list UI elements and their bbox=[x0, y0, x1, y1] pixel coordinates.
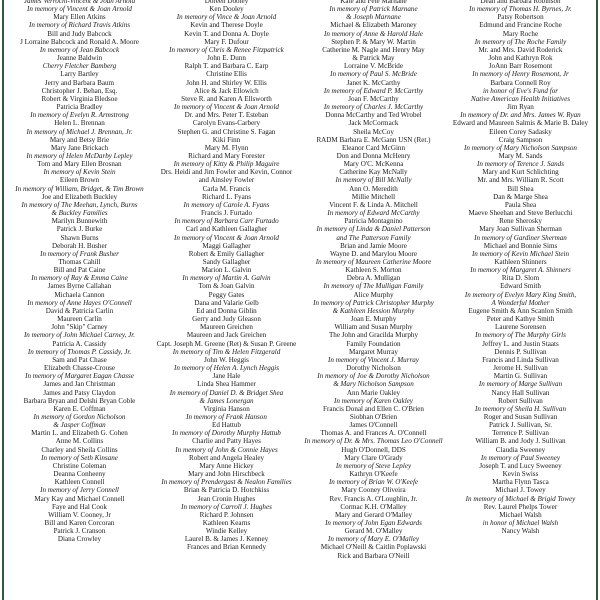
memorial-note: In memory of Prendergast & Nealon Families bbox=[161, 478, 292, 487]
donor-name: Ed Hattub bbox=[212, 421, 241, 430]
donor-name: Don and Donna McHenry bbox=[336, 151, 411, 160]
memorial-note: James Verrochi-Vincent & Joan Arnold bbox=[23, 0, 136, 5]
donor-name: Martin L. and Elizabeth G. Cohen bbox=[31, 429, 128, 438]
donor-name: Anne M. Collins bbox=[55, 437, 104, 446]
donor-name: Larry Bartley bbox=[60, 70, 99, 79]
donor-name: Jack McCormack bbox=[348, 119, 399, 128]
donor-name: Margaret Murray bbox=[349, 347, 398, 356]
donor-name: Diana Crowley bbox=[57, 535, 102, 544]
donor-name: Ken Dooley bbox=[209, 5, 244, 14]
donor-name: Barbara Connell Roy bbox=[490, 78, 551, 87]
donor-name: Capt. Joseph M. Greene (Ret) & Susan P. Greene bbox=[156, 339, 297, 348]
memorial-note: In memory of Karen Oakley bbox=[334, 396, 413, 405]
donor-name: Maureen Greichen bbox=[200, 323, 253, 332]
memorial-note: In memory of Terence J. Sands bbox=[477, 160, 564, 169]
donor-name: Mary and Kurt Schlichting bbox=[482, 168, 559, 177]
donor-name: Jeanne Baldwin bbox=[56, 54, 103, 63]
donor-name: Peggy Gates bbox=[208, 290, 245, 299]
memorial-note: In memory of Kevin Stein bbox=[43, 168, 116, 177]
donor-name: Joan E. Murphy bbox=[350, 315, 397, 324]
donor-name: Mary Kay and Michael Connell bbox=[34, 494, 125, 503]
donor-name: Michael Walsh bbox=[499, 510, 542, 519]
donor-name: James and Jan Christman bbox=[43, 380, 116, 389]
donor-name: Marilyn Bunnewith bbox=[51, 217, 108, 226]
memorial-note: In memory of Vincent & Joan Arnold bbox=[174, 233, 279, 242]
donor-name: Carolyn Evans-Carbery bbox=[192, 119, 261, 128]
donor-name: Jean Cronin Hughes bbox=[197, 494, 256, 503]
donor-name: Eileen Corey Sadasky bbox=[489, 127, 552, 136]
donor-name: Mary Joan Sullivan Sherman bbox=[479, 225, 562, 234]
donor-name: Kathleen S. Morton bbox=[345, 266, 402, 275]
donor-name: Eileen Brown bbox=[59, 176, 100, 185]
memorial-note: In memory of Frank Busher bbox=[40, 249, 119, 258]
donor-name: Frances and Brian Kennedy bbox=[187, 543, 266, 552]
donor-name: Michael & Elizabeth Maroney bbox=[330, 21, 417, 30]
donor-name: Sheila McCoy bbox=[353, 127, 394, 136]
donor-name: Tom & Joan Galvin bbox=[198, 282, 255, 291]
donor-name: Kevin and Therese Doyle bbox=[190, 21, 263, 30]
memorial-note: In memory of Carole A. Fyans bbox=[183, 200, 270, 209]
donor-name: Mary Roche bbox=[502, 29, 539, 38]
memorial-note: In memory of Frank Hanson bbox=[186, 412, 267, 421]
donor-column-3 bbox=[302, 0, 445, 600]
donor-name: Christopher J. Behan, Esq. bbox=[41, 86, 118, 95]
donor-name: Dennis P. Sullivan bbox=[494, 347, 547, 356]
donor-name: Virginia Hanson bbox=[203, 404, 250, 413]
donor-name: Kevin Swiss bbox=[502, 470, 539, 479]
donor-name: Christine Coleman bbox=[52, 461, 107, 470]
donor-name: Tom and Mary Ellen Brosnan bbox=[37, 160, 122, 169]
donor-name: Mary Cooney Oliveira bbox=[341, 486, 406, 495]
memorial-note: and The Patterson Family bbox=[336, 233, 411, 242]
memorial-note: In memory of Anne Hayes O'Connell bbox=[27, 298, 132, 307]
donor-name: Roger and Susan Sullivan bbox=[483, 412, 558, 421]
memorial-note: In memory of Gardiner Sherman bbox=[474, 233, 567, 242]
donor-name: Kiki Finn bbox=[212, 135, 241, 144]
memorial-note: In memory of Anne & Harold Hale bbox=[324, 29, 423, 38]
donor-name: The John and Gracilda Murphy bbox=[328, 331, 419, 340]
donor-column-4 bbox=[449, 0, 592, 600]
donor-name: Paula Shea bbox=[504, 200, 537, 209]
donor-name: Kathleen Kearns bbox=[202, 519, 251, 527]
memorial-note: In memory of John Egan Edwards bbox=[325, 519, 422, 527]
memorial-note: In memory of Edward McCarthy bbox=[327, 209, 420, 218]
donor-name: Maureen Carlin bbox=[57, 315, 102, 324]
donor-name: William B. and Jody J. Sullivan bbox=[475, 437, 566, 446]
donor-name: Richard and Mary Forester bbox=[188, 151, 265, 160]
memorial-note: & Jasper Coffman bbox=[53, 421, 106, 430]
donor-name: Faye and Hal Cook bbox=[52, 502, 107, 511]
donor-name: Catherine M. Nagle and Henry May bbox=[322, 45, 425, 54]
donor-name: Dana and Valarie Gelb bbox=[194, 298, 259, 307]
donor-name: Carl and Kathleen Gallagher bbox=[185, 225, 268, 234]
donor-name: Dean and Barbara Robinson bbox=[480, 0, 561, 5]
donor-name: Joe and Elizabeth Buckley bbox=[41, 192, 118, 201]
donor-name: John and Kathryn Rok bbox=[488, 54, 553, 63]
memorial-note: In memory of Tim & Helen Fitzgerald bbox=[172, 347, 281, 356]
donor-name: Maeve Sheehan and Steve Berlucchi bbox=[468, 209, 573, 218]
donor-name: Carla M. Francis bbox=[202, 184, 251, 193]
memorial-note: In memory of Steve Lepley bbox=[335, 461, 412, 470]
donor-name: J Lorraine Babcock and Ronald A. Moore bbox=[20, 37, 139, 46]
memorial-note: In memory of Martin A. Galvin bbox=[182, 274, 271, 283]
donor-name: Cormac K.H. O'Malley bbox=[340, 502, 407, 511]
donor-name: William V. Cooney, Jr bbox=[48, 510, 111, 519]
memorial-note: In memory of Margaret Eagan Chasse bbox=[25, 372, 134, 381]
donor-name: Shawn Burns bbox=[60, 233, 99, 242]
donor-name: Robert & Virginia Bledsoe bbox=[41, 94, 118, 103]
donor-name: Terrence P. Sullivan bbox=[492, 429, 549, 438]
donor-name: Bill and Karen Corcoran bbox=[44, 519, 115, 527]
memorial-note: In memory of Dr. and Mrs. James W. Ryan bbox=[460, 111, 581, 120]
donor-name: Robert & Emily Gallagher bbox=[188, 249, 265, 258]
donor-name: Patricia A. Cassidy bbox=[52, 339, 107, 348]
memorial-note: In memory of William, Bridget, & Tim Brown bbox=[15, 184, 144, 193]
donor-column-2 bbox=[155, 0, 298, 600]
donor-name: Eleanor Card McGinn bbox=[341, 143, 406, 152]
memorial-note: In memory of Evelyn R. Armstrong bbox=[30, 111, 129, 120]
memorial-note: In memory of Mary E. O'Malley bbox=[328, 535, 419, 544]
memorial-note: In memory of John Michael Carney, Jr. bbox=[23, 331, 136, 340]
donor-name: Debra A. Mulligan bbox=[346, 274, 401, 283]
donor-name: Barbara Bryan and Delshi Bryan Coble bbox=[23, 396, 136, 405]
memorial-note: In memory of Kevin Michael Stein bbox=[471, 249, 570, 258]
donor-name: Rene Sherosky bbox=[499, 217, 542, 226]
donor-name: Helen L. Brennan bbox=[54, 119, 105, 128]
left-border-rule bbox=[2, 0, 4, 600]
donor-name: Francis and Linda Sullivan bbox=[482, 355, 559, 364]
memorial-note: In memory of Seth Kinsane bbox=[41, 453, 118, 462]
donor-name: Alice Murphy bbox=[353, 290, 394, 299]
donor-name: Charley and Sheila Collins bbox=[41, 445, 118, 454]
donor-name: Joan F. McCarthy bbox=[348, 94, 399, 103]
donor-name: Mary Jane Brickach bbox=[50, 143, 109, 152]
memorial-note: Cherry Fletcher Bamberg bbox=[42, 62, 117, 71]
memorial-note: In memory of The Mulligan Family bbox=[323, 282, 424, 291]
donor-name: Dan & Marge Shea bbox=[493, 192, 548, 201]
donor-name: Kevin T. and Donna A. Doyle bbox=[184, 29, 269, 38]
donor-name: Nancy Hall Sullivan bbox=[491, 388, 550, 397]
donor-name: Ann O. Meredith bbox=[349, 184, 398, 193]
memorial-note: In memory of Margaret A. Shinners bbox=[470, 266, 571, 275]
memorial-note: In memory of Kitty & Philip Maguire bbox=[173, 160, 280, 169]
donor-name: Maureen and Jack Greichen bbox=[186, 331, 267, 340]
donor-name: Richard P. Johnsen bbox=[199, 510, 254, 519]
donor-name: Gerard M. O'Malley bbox=[344, 527, 403, 536]
memorial-note: In memory of Chris & Renee Fitzpatrick bbox=[169, 45, 284, 54]
memorial-note: In memory of Evelyn Mary King Smith, bbox=[464, 290, 577, 299]
donor-name: William and Susan Murphy bbox=[334, 323, 413, 332]
donor-name: Nancy Walsh bbox=[501, 527, 540, 536]
donor-name: Mary Anne Hickey bbox=[199, 461, 254, 470]
donor-name: Linda Shea Hammer bbox=[197, 380, 256, 389]
memorial-note: In memory of Helen A. Lynch Heggis bbox=[173, 364, 280, 373]
donor-name: Kathleen Shinners bbox=[494, 258, 547, 266]
donor-name: Doreen Dooley bbox=[204, 0, 249, 5]
donor-name: Elizabeth Chasse-Crouse bbox=[43, 364, 116, 373]
donor-name: Rita D. Slom bbox=[501, 274, 540, 283]
memorial-note: Native American Health Initiatives bbox=[471, 94, 570, 103]
memorial-note: In memory of The Roche Family bbox=[474, 37, 567, 46]
donor-name: Ralph T. and Barbara C. Earp bbox=[184, 62, 269, 71]
memorial-note: In memory of Barbara Carr Furtado bbox=[174, 217, 279, 226]
donor-name: Brian & Patricia D. Hotchkiss bbox=[183, 486, 270, 495]
memorial-note: In memory of Thomas H. Byrnes, Jr. bbox=[469, 5, 572, 14]
right-border-rule bbox=[596, 0, 598, 600]
memorial-note: In memory of Daniel D. & Bridget Shea bbox=[169, 388, 284, 397]
memorial-note: In memory of Vincent & Joan Arnold bbox=[27, 5, 132, 14]
donor-name: Vincent F. & Linda A. Mitchell bbox=[329, 200, 418, 209]
memorial-note: In memory of Vincent J. Murray bbox=[328, 355, 419, 364]
donor-name: James Byrne Callahan bbox=[47, 282, 112, 291]
donor-name: Alice & Jack Ellowich bbox=[194, 86, 259, 95]
donor-name: Sandy Gallagher bbox=[202, 258, 251, 266]
memorial-note: In memory of Linda & Daniel Patterson bbox=[316, 225, 431, 234]
donor-name: & Patrick May bbox=[352, 54, 395, 63]
donor-name: Kathryn O'Keefe bbox=[349, 470, 398, 479]
donor-name: Patrick J. Burke bbox=[56, 225, 103, 234]
donor-name: James O'Connell bbox=[349, 421, 398, 430]
donor-name: Mary and Betsy Brie bbox=[49, 135, 110, 144]
donor-name: Ed and Donna Giblin bbox=[196, 306, 257, 315]
donor-name: Michael and Bonnie Sims bbox=[483, 241, 558, 250]
donor-name: Laurel B. & James J. Kenney bbox=[184, 535, 269, 544]
donor-name: Janet K. McCarthy bbox=[346, 78, 401, 87]
donor-name: Martha Flynn Tasca bbox=[492, 478, 549, 487]
memorial-note: In memory of Jerry Connell bbox=[40, 486, 119, 495]
memorial-note: In memory of Ray & Emma Caine bbox=[31, 274, 128, 283]
donor-columns bbox=[8, 0, 592, 600]
donor-name: Jeffrey L. and Justin Staats bbox=[482, 339, 559, 348]
memorial-note: In memory of Michael & Brigid Towey bbox=[465, 494, 576, 503]
donor-name: Sam and Pat Chase bbox=[52, 355, 107, 364]
donor-name: Mary and Gerard O'Malley bbox=[334, 510, 413, 519]
donor-name: Catherine Kay McNally bbox=[339, 168, 408, 177]
memorial-note: In memory of Mary Nicholson Sampson bbox=[464, 143, 577, 152]
memorial-note: in honor of Michael Walsh bbox=[482, 519, 559, 527]
donor-name: Thomas A. and Frances A. O'Connell bbox=[320, 429, 427, 438]
donor-name: Richard L. Fyans bbox=[201, 192, 252, 201]
donor-name: James and Patsy Claydon bbox=[43, 388, 116, 397]
donor-name: Mary Ellen Atkins bbox=[53, 13, 106, 22]
memorial-note: In memory of Brian W. O'Keefe bbox=[328, 478, 419, 487]
donor-name: Patricia Bradley bbox=[56, 103, 103, 112]
donor-name: Jerry and Barbara Baum bbox=[44, 78, 115, 87]
donor-name: Rick and Barbara O'Neill bbox=[337, 551, 410, 560]
donor-name: Jane Hale bbox=[212, 372, 241, 381]
donor-name: Rev. Laurel Phelps Tower bbox=[483, 502, 558, 511]
donor-name: Bill and Pat Caine bbox=[53, 266, 106, 275]
memorial-note: & Buckley Families bbox=[51, 209, 108, 218]
donor-name: Patricia Montagnino bbox=[344, 217, 403, 226]
memorial-note: & Kathleen Hession Murphy bbox=[332, 306, 415, 315]
memorial-note: In memory of Michael J. Brennan, Jr. bbox=[26, 127, 133, 136]
donor-name: Maggi Gallagher bbox=[202, 241, 251, 250]
memorial-note: In memory of Henry Rosemont, Jr bbox=[472, 70, 569, 79]
memorial-note: In memory of Bill McNally bbox=[335, 176, 412, 185]
memorial-note: In memory of Helen McDarby Lepley bbox=[26, 151, 133, 160]
donor-name: Rev. Francis A. O'Loughlin, Jr. bbox=[329, 494, 418, 503]
memorial-note: In memory of Patrick Christopher Murphy bbox=[313, 298, 434, 307]
memorial-note: In memory of Patrick Marnane bbox=[329, 5, 418, 14]
donor-name: Francis Donal and Ellen C. O'Brien bbox=[323, 404, 424, 413]
memorial-note: In memory of The Meehan, Lynch, Burns bbox=[21, 200, 138, 209]
memorial-note: In memory of Dorothy Murphy Hattub bbox=[172, 429, 281, 438]
donor-name: Stephen P. & Mary W. Martin bbox=[331, 37, 416, 46]
donor-name: Edmund and Francine Roche bbox=[479, 21, 562, 30]
memorial-note: in honor of Eve's Fund for bbox=[482, 86, 558, 95]
donor-name: John H. and Shirley W. Ellis bbox=[186, 78, 267, 87]
donor-name: Kathleen Connell bbox=[54, 478, 105, 487]
donor-name: Edward and Maureen Salmis & Marie B. Daley bbox=[452, 119, 589, 128]
donor-name: Robert and Angela Healey bbox=[188, 453, 265, 462]
donor-name: Patrick J. Sullivan, Sr. bbox=[488, 421, 553, 430]
donor-name: Michaela Cannon bbox=[54, 290, 105, 299]
donor-name: Deborah H. Busher bbox=[52, 241, 107, 250]
donor-name: Kate and Pete Marnane bbox=[340, 0, 407, 5]
donor-name: Mr. and Mrs. David Roderick bbox=[478, 45, 563, 54]
donor-name: Mr. and Mrs. William R. Scott bbox=[477, 176, 564, 185]
donor-name: Hugh O'Donnell, DDS bbox=[341, 445, 406, 454]
memorial-note: In memory of Maureen Catherine Moore bbox=[315, 258, 432, 266]
donor-name: Mary M. Flynn bbox=[204, 143, 249, 152]
memorial-note: In memory of Gordon Nicholson bbox=[33, 412, 126, 421]
donor-name: Mary M. Sands bbox=[498, 151, 543, 160]
donor-name: Bill Shea bbox=[507, 184, 534, 193]
donor-name: Michael J. Towey bbox=[495, 486, 546, 495]
memorial-note: & James Lonergan bbox=[199, 396, 254, 405]
donor-name: Craig Sampson bbox=[498, 135, 543, 144]
donor-name: Windie Kelley bbox=[205, 527, 248, 536]
donor-name: Patrick J. Cranson bbox=[53, 527, 106, 536]
donor-name: Gerry and Judy Gleason bbox=[192, 315, 261, 324]
donor-name: Brian and Jamie Moore bbox=[340, 241, 407, 250]
donor-name: David & Patricia Carlin bbox=[45, 306, 114, 315]
memorial-note: A Wonderful Mother bbox=[491, 298, 550, 307]
donor-name: Robert Sullivan bbox=[498, 396, 543, 405]
donor-name: Steve R. and Karen A Ellsworth bbox=[181, 94, 272, 103]
donor-name: Donna McCarthy and Ted Wrobel bbox=[325, 111, 422, 120]
donor-name: Claudia Sweeney bbox=[495, 445, 546, 454]
donor-name: Ann Marie Oakley bbox=[346, 388, 401, 397]
memorial-note: In memory of Edward P. McCarthy bbox=[323, 86, 424, 95]
donor-name: Mary F. Dufour bbox=[204, 37, 249, 46]
donor-name: Joseph T. and Lucy Sweeney bbox=[479, 461, 562, 470]
donor-name: Wayne D. and Marylou Moore bbox=[329, 249, 418, 258]
donor-name: Millie Mitchell bbox=[351, 192, 396, 201]
donor-name: JoAnn Barr Rosemont bbox=[488, 62, 553, 71]
donor-name: Siobhan O'Brien bbox=[349, 412, 398, 421]
donor-column-1 bbox=[8, 0, 151, 600]
donor-name: Marion L. Galvin bbox=[201, 266, 252, 275]
donor-name: Lorraine V. McBride bbox=[343, 62, 404, 71]
memorial-note: In memory of John & Connie Hayes bbox=[175, 445, 278, 454]
donor-name: Dorothy Nicholson bbox=[346, 364, 401, 373]
memorial-note: In memory of Carroll J. Hughes bbox=[181, 502, 272, 511]
memorial-note: & Mary Nicholson Sampson bbox=[333, 380, 414, 389]
memorial-note: In memory of Vincent & Joan Arnold bbox=[174, 103, 279, 112]
donor-name: Laurene Sorensen bbox=[494, 323, 546, 332]
donor-name: Patsy Robertson bbox=[497, 13, 544, 22]
memorial-note: In memory of Richard Travis Atkins bbox=[28, 21, 131, 30]
memorial-note: In memory of Vince & Joan Arnold bbox=[176, 13, 277, 22]
donor-name: Mary O'C. McKenna bbox=[343, 160, 404, 169]
memorial-note: In memory of The Murphy Girls bbox=[475, 331, 566, 340]
donor-name: RADM Barbara E. McGann USN (Ret.) bbox=[316, 135, 431, 144]
donor-name: Stephen G. and Christine S. Fagan bbox=[177, 127, 276, 136]
donor-name: Charlie and Patty Hayes bbox=[192, 437, 261, 446]
donor-name: Dr. and Mrs. Peter T. Esteban bbox=[184, 111, 269, 120]
donor-name: Family Foundation bbox=[346, 339, 401, 348]
donor-name: John "Skip" Carney bbox=[51, 323, 108, 332]
donor-name: Deanna Conheeny bbox=[53, 470, 106, 479]
donor-name: Eugene Smith & Ann Scanlon Smith bbox=[468, 306, 573, 315]
donor-name: Bill and Judy Babcock bbox=[47, 29, 112, 38]
memorial-note: In memory of Sheila H. Sullivan bbox=[474, 404, 567, 413]
donor-name: Jim Ryan bbox=[507, 103, 534, 112]
donor-name: Martin G. Sullivan bbox=[493, 372, 548, 381]
memorial-note: In memory of Thomas P. Cassidy, Jr. bbox=[27, 347, 132, 356]
memorial-note: In memory of Marge Sullivan bbox=[478, 380, 563, 389]
donor-name: and Ainsley Fowler bbox=[198, 176, 255, 185]
memorial-note: In memory of Paul Sweeney bbox=[480, 453, 561, 462]
donor-name: Christine Ellis bbox=[206, 70, 247, 79]
donor-name: Peter and Kathye Smith bbox=[486, 315, 555, 324]
donor-name: Michael O'Neill & Caitlin Poplawski bbox=[320, 543, 427, 552]
donor-name: Mary and John Hirschbeck bbox=[188, 470, 265, 479]
donor-name: John E. Dunn bbox=[207, 54, 246, 63]
donor-name: Drs. Heidi and Jim Fowler and Kevin, Connor bbox=[160, 168, 293, 177]
memorial-note: In memory of Dr. & Mrs. Thomas Leo O'Connell bbox=[304, 437, 443, 446]
memorial-note: & Joseph Marnane bbox=[346, 13, 401, 22]
donor-name: Francis J. Furtado bbox=[200, 209, 253, 218]
memorial-note: In memory of Jean Babcock bbox=[39, 45, 120, 54]
donor-name: Karen E. Coffman bbox=[53, 404, 106, 413]
memorial-note: In memory of Charles J. McCarthy bbox=[323, 103, 424, 112]
donor-name: Jerome H. Sullivan bbox=[493, 364, 548, 373]
donor-name: John W. Heggis bbox=[204, 355, 249, 364]
donor-name: Mary Clare O'Grady bbox=[344, 453, 403, 462]
donor-name: Edward Smith bbox=[500, 282, 541, 291]
memorial-note: In memory of Paul S. McBride bbox=[330, 70, 417, 79]
donor-name: Thomas Cahill bbox=[58, 258, 101, 266]
memorial-note: In memory of Joe & Dorothy Nicholson bbox=[317, 372, 430, 381]
